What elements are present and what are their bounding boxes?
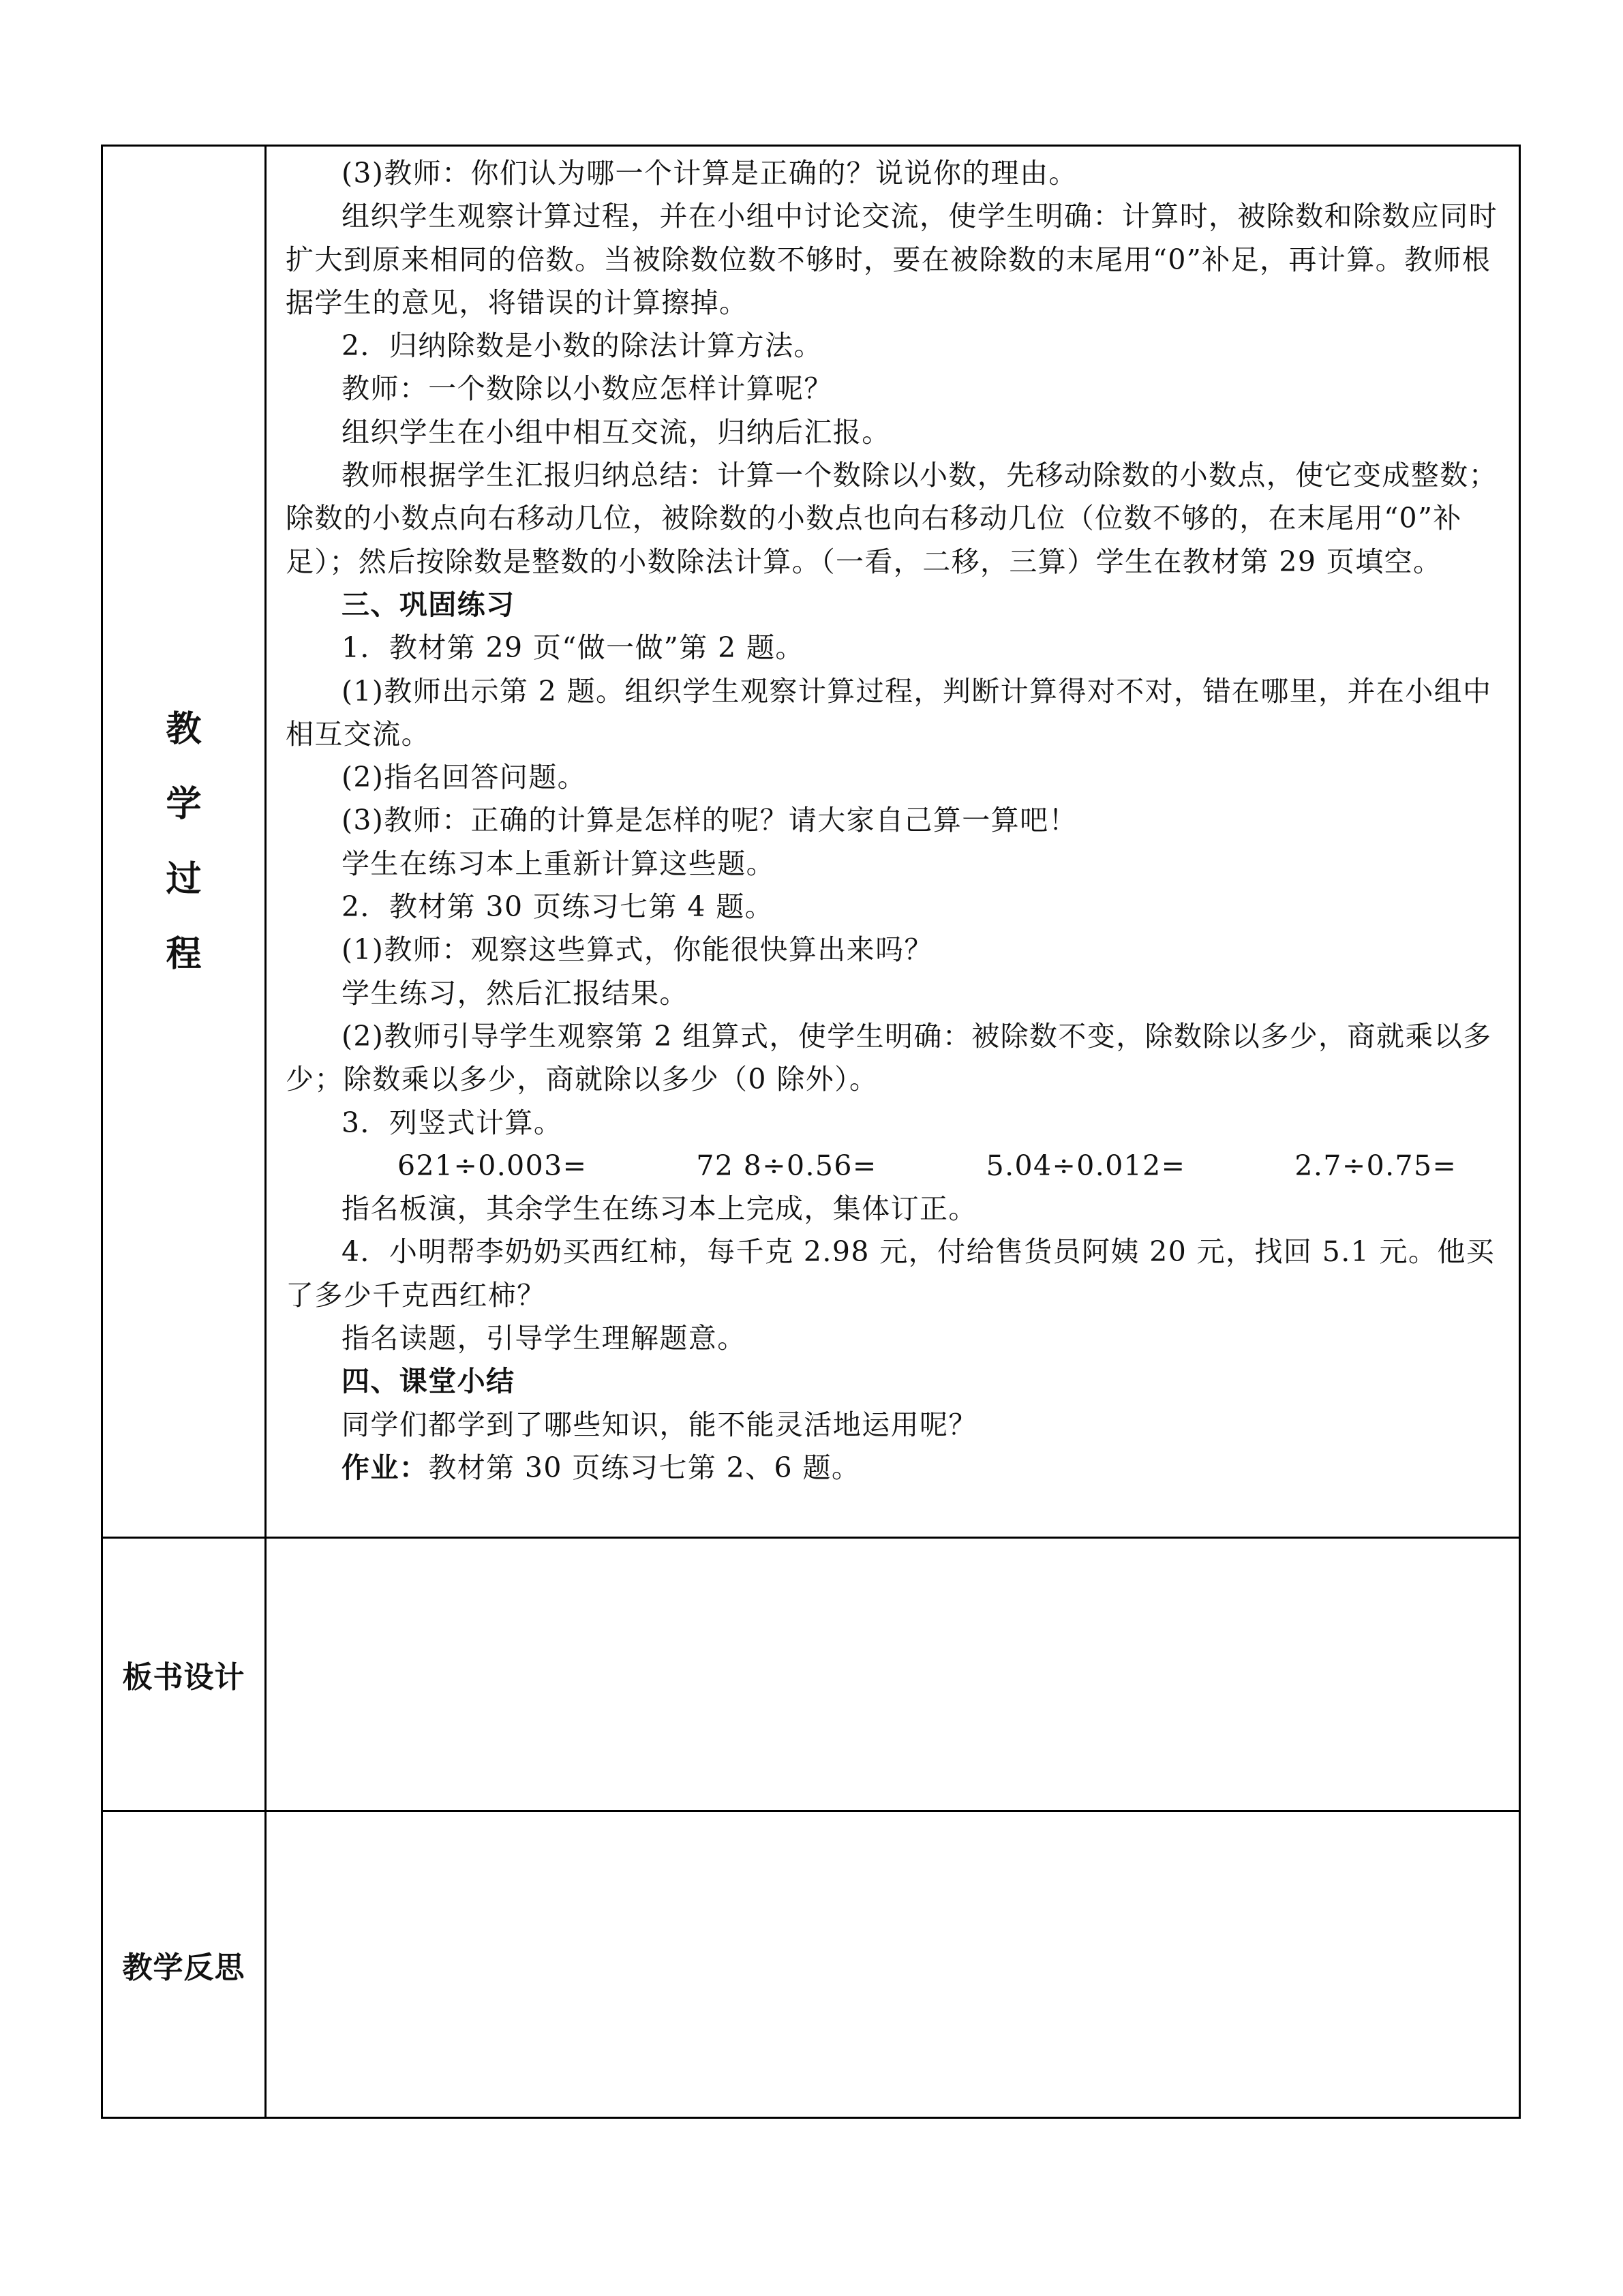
board-design-label-cell (102, 1538, 266, 1811)
paragraph: 指名板演，其余学生在练习本上完成，集体订正。 (342, 1192, 977, 1226)
formula: 621÷0.003= (397, 1149, 588, 1182)
formula-line (286, 1145, 1498, 1188)
label-char: 过 (166, 858, 202, 900)
paragraph: 教师根据学生汇报归纳总结：计算一个数除以小数，先移动除数的小数点，使它变成整数；除数的小数点向右移动几位，被除数的小数点也向右移动几位（位数不够的，在末尾用“0”补足）；然后按除数是整数的小数除法计算。（一看，二移，三算）学生在教材第 29 页填空。 (286, 459, 1498, 578)
label-char: 程 (166, 933, 202, 975)
paragraph: 4．小明帮李奶奶买西红柿，每千克 2.98 元，付给售货员阿姨 20 元，找回 5.1 元。他买了多少千克西红柿？ (286, 1235, 1496, 1312)
formula: 2.7÷0.75= (1294, 1149, 1457, 1182)
homework-text: 教材第 30 页练习七第 2、6 题。 (428, 1451, 861, 1484)
teaching-process-row (102, 146, 1520, 1538)
formula: 72 8÷0.56= (696, 1149, 877, 1182)
paragraph: (3)教师：你们认为哪一个计算是正确的？说说你的理由。 (342, 157, 1078, 190)
paragraph: 3．列竖式计算。 (342, 1106, 563, 1139)
teaching-reflection-row (102, 1811, 1520, 2118)
label-char: 学 (166, 783, 202, 825)
paragraph: 教师：一个数除以小数应怎样计算呢？ (342, 372, 833, 406)
homework-line (286, 1447, 1498, 1490)
paragraph: (2)教师引导学生观察第 2 组算式，使学生明确：被除数不变，除数除以多少，商就乘以多少；除数乘以多少，商就除以多少（0 除外）。 (286, 1019, 1492, 1096)
paragraph: 2．归纳除数是小数的除法计算方法。 (342, 329, 823, 363)
teaching-process-content (266, 146, 1520, 1538)
paragraph: (2)指名回答问题。 (342, 761, 587, 794)
label-char: 教 (166, 708, 202, 750)
paragraph: 组织学生观察计算过程，并在小组中讨论交流，使学生明确：计算时，被除数和除数应同时扩大到原来相同的倍数。当被除数位数不够时，要在被除数的末尾用“0”补足，再计算。教师根据学生的意见，将错误的计算擦掉。 (286, 200, 1498, 319)
paragraph: 1．教材第 29 页“做一做”第 2 题。 (342, 631, 804, 665)
lesson-plan-table (101, 145, 1521, 2119)
paragraph: (3)教师：正确的计算是怎样的呢？请大家自己算一算吧！ (342, 804, 1078, 837)
paragraph: 指名读题，引导学生理解题意。 (342, 1322, 746, 1355)
paragraph: 组织学生在小组中相互交流，归纳后汇报。 (342, 415, 891, 449)
formula: 5.04÷0.012= (986, 1149, 1186, 1182)
teaching-process-label-cell (102, 146, 266, 1538)
board-design-row (102, 1538, 1520, 1811)
section-heading: 三、巩固练习 (342, 588, 515, 621)
teaching-process-label (103, 708, 264, 975)
paragraph: 学生在练习本上重新计算这些题。 (342, 847, 775, 880)
teaching-reflection-content (266, 1811, 1520, 2118)
homework-label: 作业： (342, 1451, 429, 1484)
paragraph: 2．教材第 30 页练习七第 4 题。 (342, 890, 774, 924)
paragraph: 学生练习，然后汇报结果。 (342, 976, 688, 1010)
section-heading: 四、课堂小结 (342, 1365, 515, 1398)
paragraph: 同学们都学到了哪些知识，能不能灵活地运用呢？ (342, 1408, 977, 1441)
paragraph: (1)教师：观察这些算式，你能很快算出来吗？ (342, 933, 933, 967)
teaching-reflection-label: 教学反思 (122, 1950, 245, 1985)
board-design-label: 板书设计 (122, 1660, 245, 1695)
teaching-reflection-label-cell (102, 1811, 266, 2118)
board-design-content (266, 1538, 1520, 1811)
paragraph: (1)教师出示第 2 题。组织学生观察计算过程，判断计算得对不对，错在哪里，并在小组中相互交流。 (286, 674, 1492, 751)
